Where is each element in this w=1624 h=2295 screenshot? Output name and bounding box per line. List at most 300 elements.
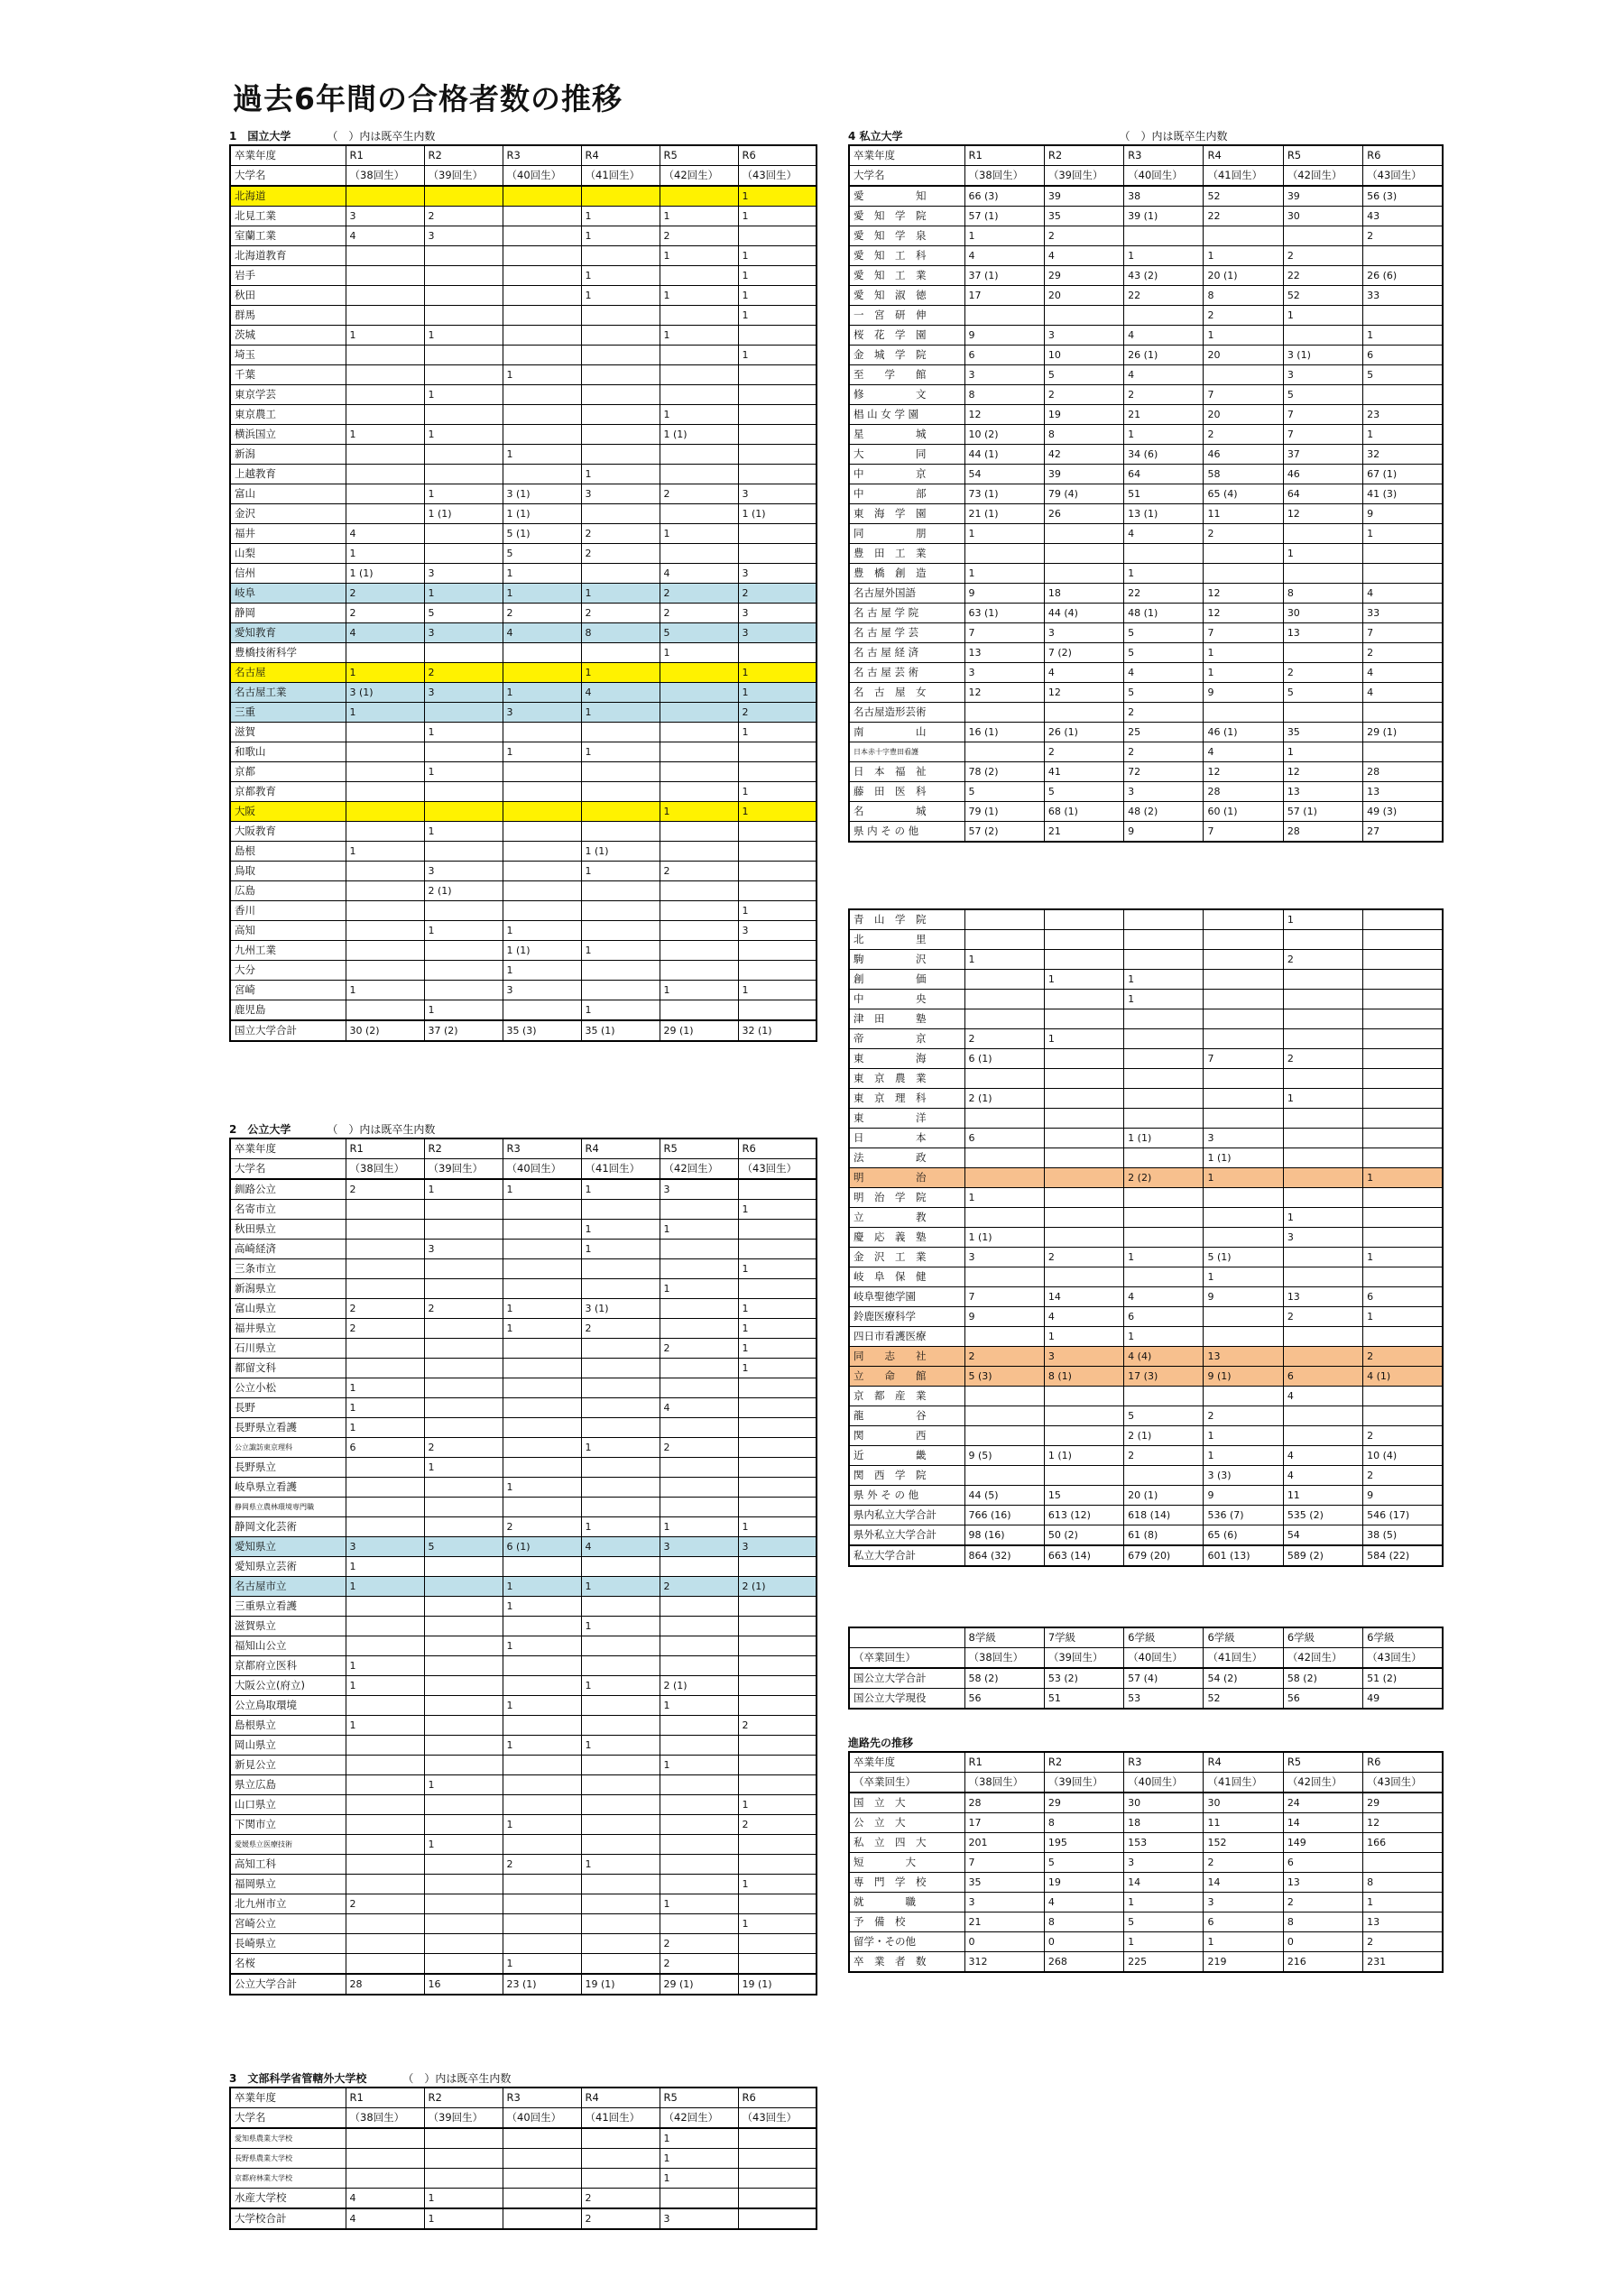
cell-value — [503, 1339, 581, 1359]
cell-value: 2 — [346, 1319, 424, 1339]
cell-value — [1363, 1109, 1443, 1129]
cell-value — [424, 465, 503, 484]
cell-value: 1 — [424, 723, 503, 742]
cell-value: 19 — [1044, 405, 1123, 425]
cell-value — [1363, 544, 1443, 564]
row-label: 帝 京 — [849, 1029, 964, 1049]
table-row — [849, 306, 1443, 326]
cell-value — [346, 921, 424, 941]
row-label: 県立広島 — [230, 1775, 346, 1795]
row-label: 埼玉 — [230, 346, 346, 365]
row-label: 滋賀 — [230, 723, 346, 742]
table-row — [849, 405, 1443, 425]
cell-value — [424, 1894, 503, 1914]
cell-value: 35 — [1283, 723, 1362, 742]
cell-value: 1 — [1363, 1307, 1443, 1327]
cell-value: 1 — [738, 207, 817, 226]
row-label: 国公立大学合計 — [849, 1668, 964, 1689]
national-table — [229, 144, 817, 1042]
table-row — [230, 1478, 817, 1498]
cell-value: 2 — [660, 862, 738, 881]
cell-value: 0 — [1044, 1932, 1123, 1952]
cell-value: 2 — [346, 604, 424, 623]
cell-value — [1363, 703, 1443, 723]
header-gen: （39回生） — [1044, 1773, 1123, 1793]
cell-value — [964, 1267, 1044, 1287]
row-label: 山口県立 — [230, 1795, 346, 1815]
cell-value: 3 — [1283, 365, 1362, 385]
table-row — [849, 1813, 1443, 1833]
cell-value — [346, 1617, 424, 1636]
cell-value — [346, 1855, 424, 1875]
cell-value — [1283, 1009, 1362, 1029]
cell-value: 1 — [503, 365, 581, 385]
cell-value — [424, 1815, 503, 1835]
cell-value: 61 (8) — [1124, 1525, 1204, 1546]
cell-value — [660, 1557, 738, 1577]
cell-value: 1 — [346, 1577, 424, 1597]
cell-value: 2 — [660, 484, 738, 504]
cell-value — [346, 1279, 424, 1299]
cell-value — [1363, 950, 1443, 970]
cell-value: 4 — [1363, 663, 1443, 683]
table-row — [230, 326, 817, 346]
total-value: 663 (14) — [1044, 1545, 1123, 1566]
row-label: 三重 — [230, 703, 346, 723]
cell-value — [424, 1378, 503, 1398]
cell-value: 1 — [424, 484, 503, 504]
cell-value: 38 (5) — [1363, 1525, 1443, 1546]
table-row — [230, 1756, 817, 1775]
table-row — [230, 1220, 817, 1240]
cell-value — [1124, 950, 1204, 970]
cell-value: 3 (1) — [581, 1299, 660, 1319]
cell-value: 1 — [738, 782, 817, 802]
cell-value — [424, 1795, 503, 1815]
cell-value: 5 — [1044, 365, 1123, 385]
header-year: R4 — [581, 1138, 660, 1159]
cell-value — [1204, 1387, 1283, 1406]
table-row — [230, 1597, 817, 1617]
cell-value: 1 — [738, 1795, 817, 1815]
cell-value: 1 — [346, 1656, 424, 1676]
cell-value — [424, 961, 503, 981]
cell-value — [660, 1795, 738, 1815]
cell-value — [424, 1557, 503, 1577]
row-label: 鳥取 — [230, 862, 346, 881]
cell-value — [660, 504, 738, 524]
total-value: 601 (13) — [1204, 1545, 1283, 1566]
cell-value: 4 — [1283, 1387, 1362, 1406]
cell-value — [503, 1458, 581, 1478]
cell-value: 28 — [1363, 762, 1443, 782]
cell-value: 1 — [581, 1220, 660, 1240]
cell-value — [346, 1795, 424, 1815]
table-row — [849, 1912, 1443, 1932]
cell-value: 32 — [1363, 445, 1443, 465]
cell-value — [503, 663, 581, 683]
cell-value: 28 — [964, 1793, 1044, 1813]
cell-value — [1363, 1129, 1443, 1148]
row-label: 愛 知 工 科 — [849, 246, 964, 266]
cell-value — [1124, 226, 1204, 246]
cell-value: 1 — [660, 326, 738, 346]
cell-value: 1 (1) — [1204, 1148, 1283, 1168]
row-label: 関 西 学 院 — [849, 1466, 964, 1486]
cell-value: 22 — [1124, 584, 1204, 604]
cell-value — [424, 782, 503, 802]
cell-value: 1 — [738, 1914, 817, 1934]
cell-value: 2 (2) — [1124, 1168, 1204, 1188]
cell-value: 50 (2) — [1044, 1525, 1123, 1546]
cell-value: 49 (3) — [1363, 802, 1443, 822]
cell-value: 4 — [1363, 584, 1443, 604]
cell-value — [581, 1656, 660, 1676]
row-label: 福井県立 — [230, 1319, 346, 1339]
row-label: 高知 — [230, 921, 346, 941]
cell-value: 12 — [1363, 1813, 1443, 1833]
cell-value — [503, 1000, 581, 1021]
cell-value — [581, 1795, 660, 1815]
cell-value — [1124, 1228, 1204, 1248]
cell-value: 39 — [1283, 186, 1362, 207]
cell-value — [503, 1795, 581, 1815]
row-label: 新潟 — [230, 445, 346, 465]
cell-value: 0 — [1283, 1932, 1362, 1952]
cell-value: 5 — [660, 623, 738, 643]
cell-value: 5 — [503, 544, 581, 564]
header-year: R3 — [503, 145, 581, 166]
row-label: 東 海 — [849, 1049, 964, 1069]
cell-value: 9 — [964, 584, 1044, 604]
cell-value: 1 — [738, 683, 817, 703]
cell-value: 9 — [1124, 822, 1204, 843]
cell-value — [503, 862, 581, 881]
cell-value: 43 — [1363, 207, 1443, 226]
cell-value: 1 — [1124, 1327, 1204, 1347]
cell-value: 1 — [346, 1676, 424, 1696]
table-row — [849, 365, 1443, 385]
table-row — [230, 862, 817, 881]
row-label: 名寄市立 — [230, 1200, 346, 1220]
row-label: 駒 沢 — [849, 950, 964, 970]
cell-value — [660, 762, 738, 782]
cell-value: 12 — [964, 683, 1044, 703]
cell-value — [424, 2149, 503, 2169]
cell-value: 5 — [424, 604, 503, 623]
row-label: 滋賀県立 — [230, 1617, 346, 1636]
cell-value — [964, 1406, 1044, 1426]
cell-value — [503, 1835, 581, 1855]
cell-value: 9 — [1204, 1486, 1283, 1506]
cell-value: 1 — [738, 186, 817, 207]
header-year: R6 — [738, 1138, 817, 1159]
row-label: 広島 — [230, 881, 346, 901]
row-label: 創 価 — [849, 970, 964, 990]
table-row — [230, 1557, 817, 1577]
table-row — [230, 1736, 817, 1756]
cell-value: 2 — [1363, 1932, 1443, 1952]
cell-value — [738, 2128, 817, 2149]
cell-value — [503, 1934, 581, 1954]
table-row — [849, 1248, 1443, 1267]
cell-value: 8 — [1363, 1873, 1443, 1893]
cell-value — [581, 881, 660, 901]
cell-value — [1124, 1466, 1204, 1486]
row-label: 明 治 — [849, 1168, 964, 1188]
row-label: 名古屋造形芸術 — [849, 703, 964, 723]
cell-value — [503, 1894, 581, 1914]
table-row — [230, 961, 817, 981]
header-year: R5 — [1283, 1752, 1362, 1773]
other-section — [229, 2071, 817, 2230]
header-year: 8学級 — [964, 1627, 1044, 1648]
cell-value — [581, 1875, 660, 1894]
cell-value: 1 — [1124, 990, 1204, 1009]
cell-value: 1 — [1204, 1267, 1283, 1287]
table-row — [230, 723, 817, 742]
cell-value: 5 — [1044, 782, 1123, 802]
cell-value: 1 — [503, 584, 581, 604]
row-label: 水産大学校 — [230, 2189, 346, 2209]
row-label: 名 古 屋 学 芸 — [849, 623, 964, 643]
cell-value: 1 — [738, 1259, 817, 1279]
table-row — [230, 1914, 817, 1934]
cell-value: 1 — [660, 1220, 738, 1240]
table-row — [230, 385, 817, 405]
cell-value — [1204, 1208, 1283, 1228]
cell-value: 3 — [1044, 1347, 1123, 1367]
header-gen: （39回生） — [424, 2108, 503, 2129]
cell-value — [660, 1200, 738, 1220]
cell-value — [1124, 1148, 1204, 1168]
cell-value — [503, 762, 581, 782]
cell-value: 3 — [660, 1537, 738, 1557]
cell-value: 4 — [1044, 663, 1123, 683]
row-label: 大分 — [230, 961, 346, 981]
cell-value: 27 — [1363, 822, 1443, 843]
cell-value — [1363, 742, 1443, 762]
cell-value — [581, 1636, 660, 1656]
cell-value — [424, 1319, 503, 1339]
cell-value: 52 — [1204, 186, 1283, 207]
cell-value: 52 — [1283, 286, 1362, 306]
cell-value — [581, 1696, 660, 1716]
cell-value: 1 — [503, 742, 581, 762]
cell-value: 3 (3) — [1204, 1466, 1283, 1486]
cell-value: 8 — [1044, 425, 1123, 445]
cell-value: 1 — [581, 465, 660, 484]
row-label: 名 城 — [849, 802, 964, 822]
cell-value: 56 — [1283, 1689, 1362, 1710]
cell-value: 6 — [1363, 346, 1443, 365]
cell-value — [346, 1696, 424, 1716]
cell-value: 48 (1) — [1124, 604, 1204, 623]
cell-value: 8 — [581, 623, 660, 643]
cell-value: 20 — [1204, 346, 1283, 365]
cell-value — [346, 2169, 424, 2189]
cell-value — [346, 1954, 424, 1975]
row-label: 金 沢 工 業 — [849, 1248, 964, 1267]
table-row — [849, 1307, 1443, 1327]
cell-value: 1 — [1124, 564, 1204, 584]
cell-value: 1 — [660, 2128, 738, 2149]
cell-value: 6 — [1124, 1307, 1204, 1327]
cell-value: 6 — [1283, 1853, 1362, 1873]
page-title: 過去6年間の合格者数の推移 — [233, 81, 623, 116]
table-row — [230, 683, 817, 703]
cell-value: 1 — [738, 802, 817, 822]
table-row — [849, 1893, 1443, 1912]
cell-value — [1124, 1188, 1204, 1208]
cell-value: 1 — [581, 1577, 660, 1597]
table-row — [230, 465, 817, 484]
cell-value — [1204, 1327, 1283, 1347]
row-label: 山梨 — [230, 544, 346, 564]
cell-value — [660, 1000, 738, 1021]
cell-value — [346, 2128, 424, 2149]
cell-value: 51 — [1044, 1689, 1123, 1710]
row-label: 秋田県立 — [230, 1220, 346, 1240]
row-label: 京都府立医科 — [230, 1656, 346, 1676]
cell-value — [581, 643, 660, 663]
cell-value — [424, 842, 503, 862]
cell-value — [1363, 970, 1443, 990]
cell-value: 1 (1) — [738, 504, 817, 524]
table-row — [849, 564, 1443, 584]
row-label: 北九州市立 — [230, 1894, 346, 1914]
cell-value — [503, 822, 581, 842]
row-label: 日本赤十字豊田看護 — [849, 742, 964, 762]
cell-value: 46 — [1283, 465, 1362, 484]
cell-value — [738, 742, 817, 762]
cell-value — [660, 901, 738, 921]
cell-value — [1124, 1069, 1204, 1089]
row-label: 専 門 学 校 — [849, 1873, 964, 1893]
cell-value — [581, 1815, 660, 1835]
cell-value — [738, 326, 817, 346]
cell-value: 5 — [1124, 683, 1204, 703]
cell-value — [346, 465, 424, 484]
header-year: R5 — [1283, 145, 1362, 166]
cell-value: 3 — [1124, 1853, 1204, 1873]
cell-value — [503, 842, 581, 862]
header-year: R4 — [581, 2088, 660, 2108]
cell-value — [503, 1279, 581, 1299]
row-label: 都留文科 — [230, 1359, 346, 1378]
cell-value — [660, 782, 738, 802]
row-label: 上越教育 — [230, 465, 346, 484]
table-row — [230, 1835, 817, 1855]
cell-value — [581, 186, 660, 207]
cell-value — [346, 901, 424, 921]
row-label: 国公立大学現役 — [849, 1689, 964, 1710]
cell-value — [660, 842, 738, 862]
cell-value — [1204, 950, 1283, 970]
header-gen: （41回生） — [581, 2108, 660, 2129]
cell-value: 4 — [346, 623, 424, 643]
table-row — [230, 1696, 817, 1716]
cell-value: 1 — [424, 1179, 503, 1200]
cell-value: 11 — [1283, 1486, 1362, 1506]
cell-value — [738, 1240, 817, 1259]
row-label: 留学・その他 — [849, 1932, 964, 1952]
cell-value: 1 — [503, 1954, 581, 1975]
cell-value — [1124, 930, 1204, 950]
header-label-year: 卒業年度 — [230, 1138, 346, 1159]
header-label-univ: （卒業回生） — [849, 1773, 964, 1793]
cell-value: 57 (1) — [964, 207, 1044, 226]
cell-value — [660, 1319, 738, 1339]
table-row — [230, 445, 817, 465]
cell-value — [424, 2169, 503, 2189]
row-label: 秋田 — [230, 286, 346, 306]
cell-value — [503, 207, 581, 226]
cell-value: 1 — [503, 564, 581, 584]
cell-value: 3 — [964, 1893, 1044, 1912]
cell-value: 56 — [964, 1689, 1044, 1710]
cell-value: 1 — [1124, 246, 1204, 266]
cell-value: 1 — [346, 1716, 424, 1736]
cell-value — [581, 2169, 660, 2189]
cell-value: 618 (14) — [1124, 1506, 1204, 1525]
table-row — [230, 1438, 817, 1458]
cell-value — [1204, 909, 1283, 930]
cell-value — [1283, 564, 1362, 584]
cell-value: 2 — [1124, 742, 1204, 762]
cell-value — [424, 365, 503, 385]
cell-value: 1 — [346, 663, 424, 683]
cell-value — [1283, 1426, 1362, 1446]
cell-value: 4 — [1283, 1466, 1362, 1486]
cell-value: 5 — [1283, 385, 1362, 405]
table-row — [849, 226, 1443, 246]
cell-value: 3 — [738, 604, 817, 623]
total-value: 679 (20) — [1124, 1545, 1204, 1566]
table-row — [849, 1188, 1443, 1208]
header-gen: （38回生） — [964, 1648, 1044, 1669]
total-value: 29 (1) — [660, 1974, 738, 1995]
cell-value: 2 — [581, 524, 660, 544]
cell-value — [660, 822, 738, 842]
cell-value — [424, 346, 503, 365]
cell-value — [424, 1577, 503, 1597]
cell-value — [1283, 1168, 1362, 1188]
cell-value: 5 (1) — [1204, 1248, 1283, 1267]
cell-value: 152 — [1204, 1833, 1283, 1853]
cell-value: 54 — [964, 465, 1044, 484]
cell-value — [660, 921, 738, 941]
cell-value: 1 — [738, 346, 817, 365]
cell-value — [424, 405, 503, 425]
cell-value: 57 (4) — [1124, 1668, 1204, 1689]
total-value: 19 (1) — [738, 1974, 817, 1995]
table-row — [849, 1689, 1443, 1710]
cell-value: 1 (1) — [346, 564, 424, 584]
row-label: 星 城 — [849, 425, 964, 445]
cell-value: 1 — [503, 1478, 581, 1498]
cell-value: 12 — [1044, 683, 1123, 703]
cell-value: 10 (4) — [1363, 1446, 1443, 1466]
cell-value: 1 — [503, 1815, 581, 1835]
cell-value — [581, 365, 660, 385]
cell-value — [581, 425, 660, 445]
header-year: R4 — [581, 145, 660, 166]
cell-value: 3 — [964, 663, 1044, 683]
cell-value — [346, 2149, 424, 2169]
cell-value: 3 — [1204, 1893, 1283, 1912]
table-row — [849, 1932, 1443, 1952]
